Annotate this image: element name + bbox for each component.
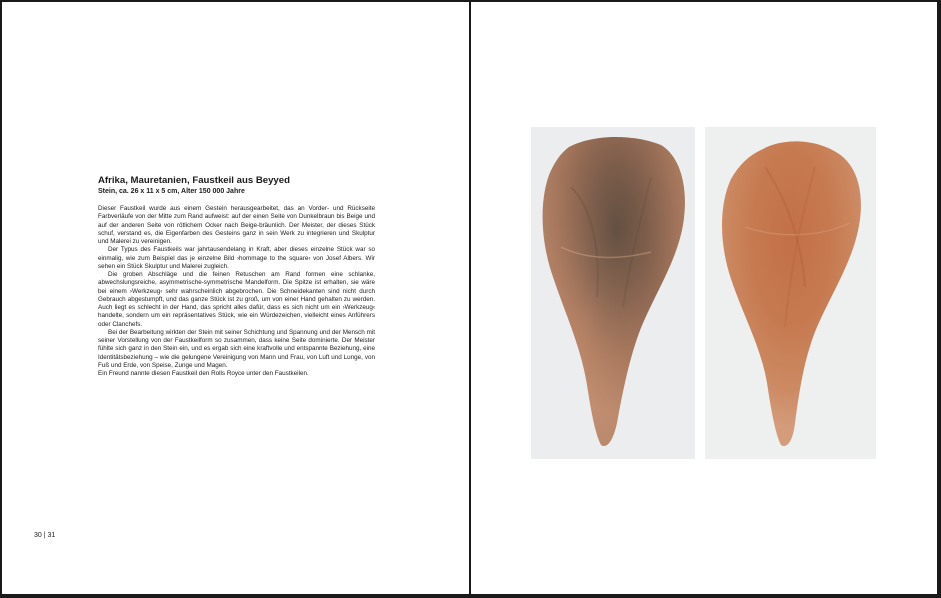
frame-border-right: [937, 0, 941, 598]
hand-axe-front-photo: [531, 127, 695, 459]
hand-axe-back-image: [705, 127, 876, 459]
paragraph-1: Dieser Faustkeil wurde aus einem Gestein herausgearbeitet, das an Vorder- und Rückseite Farbverläufe von der Mitte zum Rand aufweist: auf der einen Seite von Dunkelbraun bis Beige und auf der anderen Seite von rötlichem Ocker nach Beige-bräunlich. Der Meister, der dieses Stück schuf, verstand es, die Eigenfarben des Gesteins ganz in sein Werk zu integrieren und Skulptur und Malerei zu vereinigen.: [98, 205, 375, 245]
hand-axe-back-photo: [705, 127, 876, 459]
description-body: [98, 205, 375, 378]
paragraph-3: Die groben Abschläge und die feinen Retuschen am Rand formen eine schlanke, abwechslungsreiche, asymmetrische-symmetrische Mandelform. Die Spitze ist erhalten, sie wäre bei einem ›Werkzeug‹ sehr wahrscheinlich abgebrochen. Die Schneidekanten sind nicht durch Gebrauch abgestumpft, und das ganze Stück ist zu groß, um von einer Hand gehalten zu werden. Auch liegt es schlecht in der Hand, das spricht alles dafür, dass es sich nicht um ein ›Werkzeug‹ handelte, sondern um ein repräsentatives Stück, wie ein Würdezeichen, vielleicht eines Anführers oder Clanchefs.: [98, 271, 375, 328]
hand-axe-front-image: [531, 127, 695, 459]
page-gutter-divider: [469, 0, 471, 598]
artwork-title: Afrika, Mauretanien, Faustkeil aus Beyyed: [98, 175, 290, 186]
page-number: 30 | 31: [34, 532, 56, 539]
paragraph-5: Ein Freund nannte diesen Faustkeil den Rolls Royce unter den Faustkeilen.: [98, 370, 309, 377]
frame-border-left: [0, 0, 2, 598]
paragraph-2: Der Typus des Faustkeils war jahrtausendelang in Kraft, aber dieses einzelne Stück war so einmalig, wie zum Beispiel das je einzelne Bild ›hommage to the square‹ von Josef Albers. Wir sehen ein Stück Skulptur und Malerei zugleich.: [98, 246, 375, 270]
left-page-text-block: [98, 175, 375, 378]
paragraph-4: Bei der Bearbeitung wirkten der Stein mit seiner Schichtung und Spannung und der Mensch mit seiner Vorstellung von der Faustkeilform so zusammen, dass keine Seite dominierte. Der Meister fühlte sich ganz in den Stein ein, und es ergab sich eine kraftvolle und entspannte Beziehung, eine Identitätsbeziehung – wie die gelungene Vereinigung von Mann und Frau, von Luft und Lunge, von Fuß und Erde, von Speise, Zunge und Magen.: [98, 328, 375, 369]
artwork-subtitle: Stein, ca. 26 x 11 x 5 cm, Alter 150 000 Jahre: [98, 188, 245, 195]
